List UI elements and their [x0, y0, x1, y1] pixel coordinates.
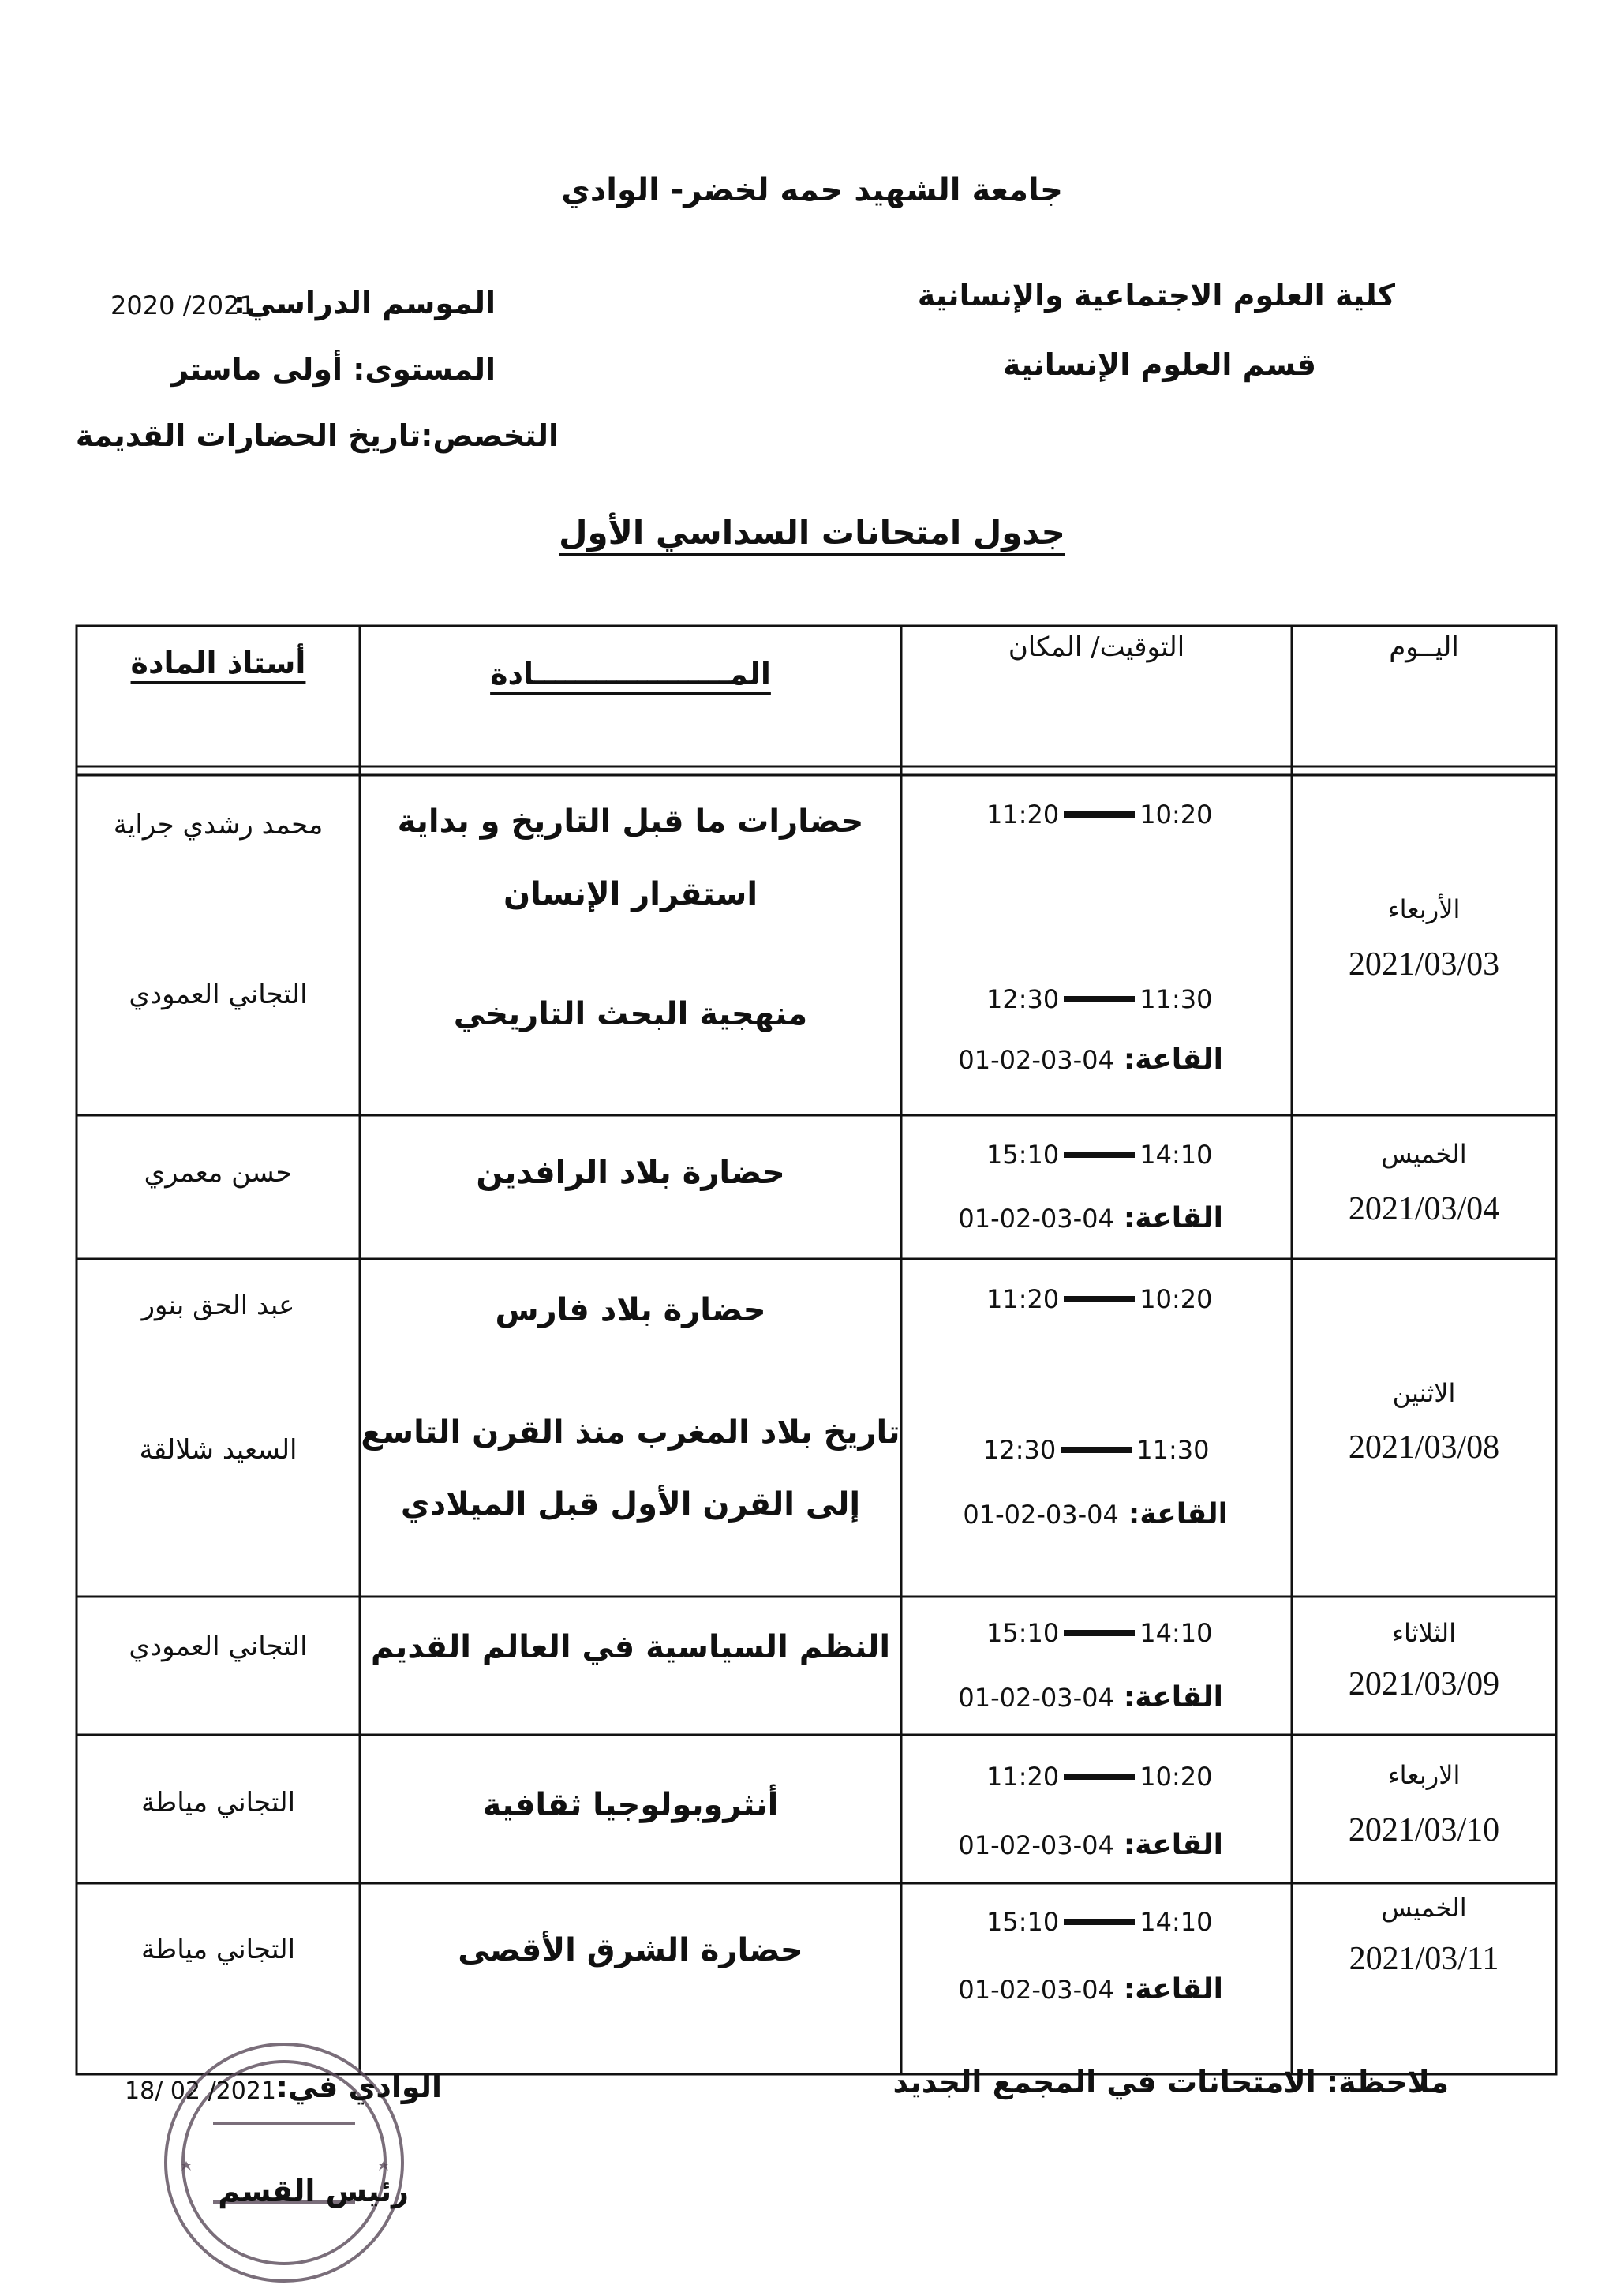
season-label: الموسم الدراسي: — [233, 286, 496, 320]
row-5-professor: التجاني مياطة — [140, 1787, 296, 1818]
row-3-slot-1-subject: حضارة بلاد فارس — [495, 1292, 766, 1328]
hall-label: القاعة: — [1123, 1681, 1223, 1714]
row-1-slot-2-professor: التجاني العمودي — [129, 979, 308, 1010]
row-5-date: 2021/03/10 — [1348, 1812, 1500, 1848]
row-3-day: الاثنين — [1392, 1378, 1456, 1408]
row-1-slot-2-time — [986, 984, 1212, 1014]
time-dash — [1061, 1447, 1132, 1453]
row-3-date: 2021/03/08 — [1348, 1429, 1500, 1466]
slot-end-time: 11:20 — [986, 1284, 1060, 1314]
row-3-slot-2-time — [983, 1435, 1209, 1465]
row-3-slot-1-time — [986, 1284, 1212, 1314]
slot-start-time: 11:30 — [1139, 984, 1213, 1014]
season-value: 2020 /2021 — [110, 290, 256, 320]
row-1-slot-1-subject-line-2: استقرار الإنسان — [503, 876, 758, 912]
time-dash — [1064, 1630, 1135, 1636]
time-dash — [1064, 1774, 1135, 1780]
place-date: 18/ 02 /2021 — [125, 2077, 276, 2105]
row-6-subject: حضارة الشرق الأقصى — [458, 1932, 803, 1968]
schedule-title-text: جدول امتحانات السداسي الأول — [559, 513, 1065, 552]
row-1-slot-2-subject: منهجية البحث التاريخي — [453, 996, 808, 1032]
slot-end-time: 15:10 — [986, 1618, 1060, 1648]
hall-value: 01-02-03-04 — [958, 1683, 1114, 1713]
footer-note — [893, 2065, 1449, 2099]
department-head-label: رئيس القسم — [218, 2174, 409, 2208]
row-2-subject: حضارة بلاد الرافدين — [476, 1155, 785, 1191]
slot-start-time: 10:20 — [1139, 1762, 1213, 1792]
row-6-professor: التجاني مياطة — [140, 1934, 296, 1965]
row-1-date: 2021/03/03 — [1348, 946, 1500, 983]
specialty: التخصص:تاريخ الحضارات القديمة — [75, 418, 559, 453]
row-1-slot-1-professor: محمد رشدي جراية — [113, 809, 324, 841]
row-1-day: الأربعاء — [1387, 894, 1461, 924]
column-header-time-place: التوقيت/ المكان — [1008, 631, 1185, 663]
hall-label: القاعة: — [1123, 1043, 1223, 1076]
level: المستوى: أولى ماستر — [171, 352, 496, 387]
note-label: ملاحظة: — [1326, 2065, 1449, 2099]
row-5-time — [986, 1762, 1212, 1792]
row-6-hall — [958, 1973, 1223, 2006]
row-2-time — [986, 1140, 1212, 1170]
hall-value: 01-02-03-04 — [958, 1830, 1114, 1860]
hall-label: القاعة: — [1123, 1202, 1223, 1234]
row-4-professor: التجاني العمودي — [129, 1631, 308, 1662]
row-5-day: الاربعاء — [1387, 1760, 1461, 1790]
note-value: الامتحانات في المجمع الجديد — [892, 2065, 1316, 2099]
column-header-day: اليــوم — [1389, 631, 1459, 663]
time-dash — [1064, 1152, 1135, 1158]
slot-start-time: 14:10 — [1139, 1140, 1213, 1170]
row-2-day: الخميس — [1381, 1139, 1467, 1169]
time-dash — [1064, 1919, 1135, 1925]
column-header-professor: أستاذ المادة — [130, 646, 306, 680]
row-6-day: الخميس — [1381, 1893, 1467, 1923]
row-4-subject: النظم السياسية في العالم القديم — [370, 1629, 891, 1665]
row-1-slot-1-subject-line-1: حضارات ما قبل التاريخ و بداية — [397, 803, 864, 840]
row-1-slot-1-time — [986, 800, 1212, 830]
row-2-hall — [958, 1202, 1223, 1234]
hall-value: 01-02-03-04 — [958, 1045, 1114, 1075]
time-dash — [1064, 811, 1135, 818]
slot-end-time: 12:30 — [983, 1435, 1057, 1465]
row-4-date: 2021/03/09 — [1348, 1666, 1500, 1702]
hall-value: 01-02-03-04 — [958, 1204, 1114, 1234]
row-5-hall — [958, 1829, 1223, 1861]
hall-label: القاعة: — [1128, 1498, 1228, 1530]
slot-start-time: 14:10 — [1139, 1907, 1213, 1937]
row-5-subject: أنثروبولوجيا ثقافية — [482, 1787, 779, 1823]
college-name: كلية العلوم الاجتماعية والإنسانية — [917, 278, 1395, 313]
slot-end-time: 15:10 — [986, 1140, 1060, 1170]
place-label: الوادي في: — [275, 2069, 442, 2104]
slot-start-time: 14:10 — [1139, 1618, 1213, 1648]
row-3-slot-2-subject-line-2: إلى القرن الأول قبل الميلادي — [400, 1486, 861, 1523]
row-2-date: 2021/03/04 — [1348, 1191, 1500, 1227]
university-name: جامعة الشهيد حمه لخضر- الوادي — [561, 172, 1063, 208]
slot-end-time: 12:30 — [986, 984, 1060, 1014]
row-6-time — [986, 1907, 1212, 1937]
row-3-slot-1-professor: عبد الحق بنور — [141, 1290, 295, 1321]
department-name: قسم العلوم الإنسانية — [1002, 347, 1316, 382]
row-4-day: الثلاثاء — [1391, 1618, 1457, 1648]
row-4-hall — [958, 1681, 1223, 1714]
hall-label: القاعة: — [1123, 1973, 1223, 2006]
hall-value: 01-02-03-04 — [958, 1975, 1114, 2005]
row-3-hall — [963, 1498, 1228, 1530]
slot-start-time: 10:20 — [1139, 800, 1213, 830]
row-3-slot-2-professor: السعيد شلالقة — [139, 1434, 297, 1466]
slot-end-time: 11:20 — [986, 1762, 1060, 1792]
time-dash — [1064, 1296, 1135, 1302]
column-header-subject: المـــــــــــــــــــادة — [490, 657, 771, 691]
hall-label: القاعة: — [1123, 1829, 1223, 1861]
slot-end-time: 15:10 — [986, 1907, 1060, 1937]
row-6-date: 2021/03/11 — [1349, 1941, 1499, 1977]
slot-end-time: 11:20 — [986, 800, 1060, 830]
row-3-slot-2-subject-line-1: تاريخ بلاد المغرب منذ القرن التاسع — [361, 1414, 900, 1451]
slot-start-time: 11:30 — [1136, 1435, 1210, 1465]
row-2-professor: حسن معمري — [144, 1157, 293, 1189]
hall-value: 01-02-03-04 — [963, 1500, 1119, 1530]
row-4-time — [986, 1618, 1212, 1648]
row-1-hall — [958, 1043, 1223, 1076]
department-stamp — [126, 2021, 442, 2289]
slot-start-time: 10:20 — [1139, 1284, 1213, 1314]
time-dash — [1064, 996, 1135, 1002]
